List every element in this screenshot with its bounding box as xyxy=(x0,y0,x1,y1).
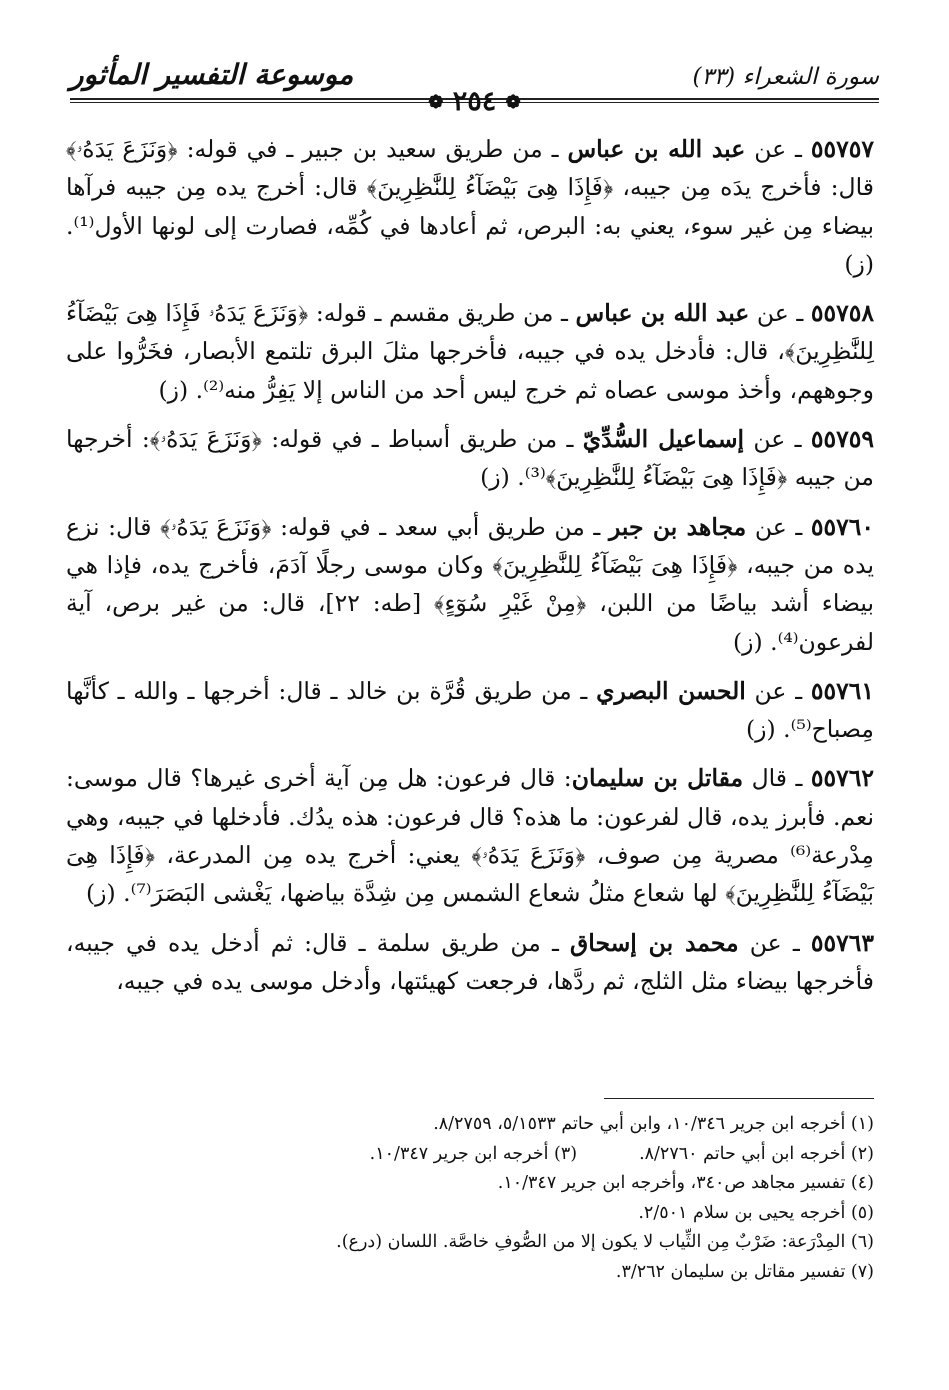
footnote-6: (٦) المِدْرَعة: ضَرْبٌ مِن الثِّياب لا يكون إلا من الصُّوفِ خاصَّة. اللسان (درع). xyxy=(336,1232,874,1253)
narrator-name: عبد الله بن عباس xyxy=(567,135,746,163)
footnote-3: (٣) أخرجه ابن جرير ١٠/٣٤٧. xyxy=(369,1143,578,1164)
entry-text: ـ من طريق مقسم ـ قوله: ﴿وَنَزَعَ يَدَهُۥ فَإِذَا هِىَ بَيْضَآءُ لِلنَّٰظِرِينَ﴾، قال: فأدخل يده في جيبه، فأخرجها مثلَ البرق تلتمع الأبصار، فخَرُّوا على وجوههم، وأخذ موسى عصاه ثم خرج ليس أحد من الناس إلا يَفِرُّ منه⁽²⁾. (ز) xyxy=(66,299,874,404)
footnote-5: (٥) أخرجه يحيى بن سلام ٢/٥٠١. xyxy=(638,1202,874,1223)
page-number: ٢٥٤ xyxy=(452,86,497,117)
entry-number: ٥٥٧٦٢ xyxy=(810,764,875,793)
page-number-row xyxy=(0,86,949,117)
narrator-name: مقاتل بن سليمان xyxy=(571,764,744,793)
ornament-right-icon: ❁ xyxy=(505,92,521,113)
narration-entry: ٥٥٧٥٨ ـ عن عبد الله بن عباس ـ من طريق مقسم ـ قوله: ﴿وَنَزَعَ يَدَهُۥ فَإِذَا هِىَ بَيْضَآءُ لِلنَّٰظِرِينَ﴾، قال: فأدخل يده في جيبه، فأخرجها مثلَ البرق تلتمع الأبصار، فخَرُّوا على وجوههم، وأخذ موسى عصاه ثم خرج ليس أحد من الناس إلا يَفِرُّ منه⁽²⁾. (ز) xyxy=(66,299,874,404)
narration-entry: ٥٥٧٦٢ ـ قال مقاتل بن سليمان: قال فرعون: هل مِن آية أخرى غيرها؟ قال موسى: نعم. فأبرز يده، قال لفرعون: ما هذه؟ قال فرعون: هذه يدُك. فأدخلها في جيبه، وهي مِدْرعة⁽⁶⁾ مصرية مِن صوف، ﴿وَنَزَعَ يَدَهُۥ﴾ يعني: أخرج يده مِن المدرعة، ﴿فَإِذَا هِىَ بَيْضَآءُ لِلنَّٰظِرِينَ﴾ لها شعاع مثلُ شعاع الشمس مِن شِدَّة بياضها، يَغْشى البَصَرَ⁽⁷⁾. (ز) xyxy=(66,764,875,908)
narration-entry: ٥٥٧٦٣ ـ عن محمد بن إسحاق ـ من طريق سلمة ـ قال: ثم أدخل يده في جيبه، فأخرجها بيضاء مثل الثلج، ثم ردَّها، فرجعت كهيئتها، وأدخل موسى يده في جيبه، xyxy=(66,928,874,995)
entry-number: ٥٥٧٦٣ xyxy=(810,928,874,957)
entry-text: ـ من طريق سعيد بن جبير ـ في قوله: ﴿وَنَزَعَ يَدَهُۥ﴾ قال: فأخرج يدَه مِن جيبه، ﴿فَإِذَا هِىَ بَيْضَآءُ لِلنَّٰظِرِينَ﴾ قال: أخرج يده مِن جيبه فرآها بيضاء مِن غير سوء، يعني به: البرص، ثم أعادها في كُمِّه، فصارت إلى لونها الأول⁽¹⁾. (ز) xyxy=(66,135,874,278)
narration-entry: ٥٥٧٦١ ـ عن الحسن البصري ـ من طريق قُرَّة بن خالد ـ قال: أخرجها ـ والله ـ كأنَّها مِصباح⁽⁵⁾. (ز) xyxy=(66,676,874,744)
footnote-1: (١) أخرجه ابن جرير ١٠/٣٤٦، وابن أبي حاتم ٥/١٥٣٣، ٨/٢٧٥٩. xyxy=(433,1114,874,1134)
footnote-row xyxy=(66,1140,874,1170)
footnote-7: (٧) تفسير مقاتل بن سليمان ٣/٢٦٢. xyxy=(615,1261,874,1282)
narrator-name: محمد بن إسحاق xyxy=(570,928,739,957)
entry-text: ـ من طريق أسباط ـ في قوله: ﴿وَنَزَعَ يَدَهُۥ﴾: أخرجها من جيبه ﴿فَإِذَا هِىَ بَيْضَآءُ لِلنَّٰظِرِينَ﴾⁽³⁾. (ز) xyxy=(66,425,874,492)
entry-number: ٥٥٧٥٧ xyxy=(810,135,874,163)
ornament-left-icon: ❁ xyxy=(428,92,444,113)
narration-entry: ٥٥٧٥٧ ـ عن عبد الله بن عباس ـ من طريق سعيد بن جبير ـ في قوله: ﴿وَنَزَعَ يَدَهُۥ﴾ قال: فأخرج يدَه مِن جيبه، ﴿فَإِذَا هِىَ بَيْضَآءُ لِلنَّٰظِرِينَ﴾ قال: أخرج يده مِن جيبه فرآها بيضاء مِن غير سوء، يعني به: البرص، ثم أعادها في كُمِّه، فصارت إلى لونها الأول⁽¹⁾. (ز) xyxy=(66,135,874,278)
entry-number: ٥٥٧٥٨ xyxy=(810,299,874,328)
narrator-name: إسماعيل السُّدِّيّ xyxy=(582,425,745,454)
surah-title: سورة الشعراء (٣٣) xyxy=(692,64,879,90)
entry-text: ـ من طريق قُرَّة بن خالد ـ قال: أخرجها ـ والله ـ كأنَّها مِصباح⁽⁵⁾. (ز) xyxy=(66,676,874,744)
entry-text: : قال فرعون: هل مِن آية أخرى غيرها؟ قال موسى: نعم. فأبرز يده، قال لفرعون: ما هذه؟ قال فرعون: هذه يدُك. فأدخلها في جيبه، وهي مِدْرعة⁽⁶⁾ مصرية مِن صوف، ﴿وَنَزَعَ يَدَهُۥ﴾ يعني: أخرج يده مِن المدرعة، ﴿فَإِذَا هِىَ بَيْضَآءُ لِلنَّٰظِرِينَ﴾ لها شعاع مثلُ شعاع الشمس مِن شِدَّة بياضها، يَغْشى البَصَرَ⁽⁷⁾. (ز) xyxy=(66,764,874,908)
book-title: موسوعة التفسير المأثور xyxy=(70,58,354,91)
entry-text: ـ من طريق أبي سعد ـ في قوله: ﴿وَنَزَعَ يَدَهُۥ﴾ قال: نزع يده من جيبه، ﴿فَإِذَا هِىَ بَيْضَآءُ لِلنَّٰظِرِينَ﴾ وكان موسى رجلًا آدَمَ، فأخرج يده، فإذا هي بيضاء أشد بياضًا من اللبن، ﴿مِنْ غَيْرِ سُوٓءٍ﴾ [طه: ٢٢]، قال: من غير برص، آية لفرعون⁽⁴⁾. (ز) xyxy=(66,512,875,656)
narrator-name: الحسن البصري xyxy=(596,676,746,705)
footnote-4: (٤) تفسير مجاهد ص٣٤٠، وأخرجه ابن جرير ١٠/٣٤٧. xyxy=(497,1173,874,1194)
narration-entry: ٥٥٧٥٩ ـ عن إسماعيل السُّدِّيّ ـ من طريق أسباط ـ في قوله: ﴿وَنَزَعَ يَدَهُۥ﴾: أخرجها من جيبه ﴿فَإِذَا هِىَ بَيْضَآءُ لِلنَّٰظِرِينَ﴾⁽³⁾. (ز) xyxy=(66,425,874,492)
footnotes xyxy=(66,1110,874,1288)
narration-entry: ٥٥٧٦٠ ـ عن مجاهد بن جبر ـ من طريق أبي سعد ـ في قوله: ﴿وَنَزَعَ يَدَهُۥ﴾ قال: نزع يده من جيبه، ﴿فَإِذَا هِىَ بَيْضَآءُ لِلنَّٰظِرِينَ﴾ وكان موسى رجلًا آدَمَ، فأخرج يده، فإذا هي بيضاء أشد بياضًا من اللبن، ﴿مِنْ غَيْرِ سُوٓءٍ﴾ [طه: ٢٢]، قال: من غير برص، آية لفرعون⁽⁴⁾. (ز) xyxy=(66,512,875,656)
entry-text: ـ من طريق سلمة ـ قال: ثم أدخل يده في جيبه، فأخرجها بيضاء مثل الثلج، ثم ردَّها، فرجعت كهيئتها، وأدخل موسى يده في جيبه، xyxy=(66,928,874,995)
narrator-name: عبد الله بن عباس xyxy=(575,299,750,328)
footnote-2: (٢) أخرجه ابن أبي حاتم ٨/٢٧٦٠. xyxy=(639,1143,874,1164)
entry-number: ٥٥٧٥٩ xyxy=(810,425,874,454)
narrator-name: مجاهد بن جبر xyxy=(608,512,747,541)
entry-number: ٥٥٧٦١ xyxy=(810,676,874,705)
entry-number: ٥٥٧٦٠ xyxy=(810,512,874,541)
footnote-separator xyxy=(604,1098,874,1099)
main-text xyxy=(66,130,874,1011)
